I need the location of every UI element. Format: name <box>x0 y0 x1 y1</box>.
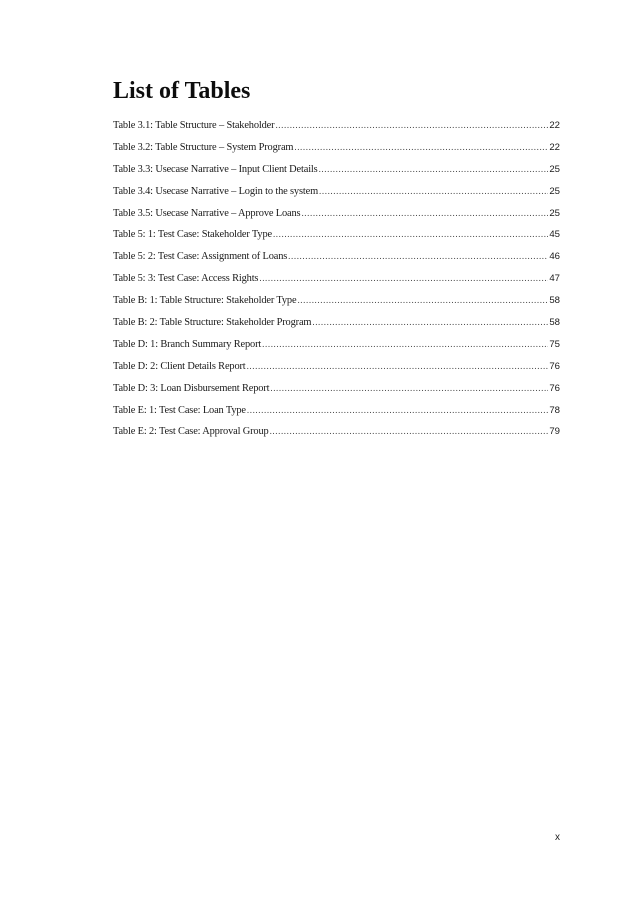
toc-entry[interactable] <box>113 337 560 359</box>
dot-leader <box>319 162 549 176</box>
toc-entry-title: Table 5: 3: Test Case: Access Rights <box>113 273 259 285</box>
dot-leader <box>297 293 548 307</box>
dot-leader <box>247 359 549 373</box>
toc-entry-page: 76 <box>549 360 560 372</box>
toc-entry-title: Table 3.2: Table Structure – System Program <box>113 141 294 153</box>
dot-leader <box>288 249 548 263</box>
toc-entry-page: 58 <box>549 295 560 307</box>
toc-entry-title: Table B: 1: Table Structure: Stakeholder Type <box>113 295 297 307</box>
toc-entry-title: Table D: 2: Client Details Report <box>113 360 246 372</box>
toc-entry[interactable] <box>113 118 560 140</box>
dot-leader <box>259 271 548 285</box>
dot-leader <box>275 118 548 132</box>
toc-entry[interactable] <box>113 162 560 184</box>
toc-entry[interactable] <box>113 249 560 271</box>
toc-entry-page: 76 <box>549 382 560 394</box>
toc-entry[interactable] <box>113 140 560 162</box>
toc-entry-page: 25 <box>549 163 560 175</box>
toc-entry-page: 22 <box>549 141 560 153</box>
dot-leader <box>270 424 549 438</box>
toc-entry-page: 75 <box>549 338 560 350</box>
page-title: List of Tables <box>113 78 251 104</box>
dot-leader <box>294 140 548 154</box>
toc-entry-title: Table 3.4: Usecase Narrative – Login to the system <box>113 185 319 197</box>
toc-entry-title: Table B: 2: Table Structure: Stakeholder Program <box>113 317 312 329</box>
toc-entry[interactable] <box>113 293 560 315</box>
toc-entry[interactable] <box>113 206 560 228</box>
toc-entry-title: Table D: 3: Loan Disbursement Report <box>113 382 270 394</box>
dot-leader <box>273 227 548 241</box>
toc-entry[interactable] <box>113 403 560 425</box>
toc-entry-title: Table E: 1: Test Case: Loan Type <box>113 404 246 416</box>
toc-entry-page: 46 <box>549 251 560 263</box>
toc-entry-page: 45 <box>549 229 560 241</box>
dot-leader <box>262 337 548 351</box>
dot-leader <box>247 403 548 417</box>
toc-entry-page: 79 <box>549 426 560 438</box>
toc-entry[interactable] <box>113 424 560 446</box>
toc-entry[interactable] <box>113 381 560 403</box>
toc-entry-title: Table E: 2: Test Case: Approval Group <box>113 426 269 438</box>
toc-entry-title: Table 5: 1: Test Case: Stakeholder Type <box>113 229 272 241</box>
toc-entry-page: 25 <box>549 207 560 219</box>
list-of-tables <box>113 118 560 446</box>
page-number: x <box>555 832 560 843</box>
toc-entry-page: 47 <box>549 273 560 285</box>
toc-entry-page: 78 <box>549 404 560 416</box>
toc-entry-page: 58 <box>549 317 560 329</box>
dot-leader <box>312 315 548 329</box>
toc-entry-title: Table D: 1: Branch Summary Report <box>113 338 262 350</box>
toc-entry-title: Table 3.1: Table Structure – Stakeholder <box>113 120 275 131</box>
toc-entry-page: 25 <box>549 185 560 197</box>
toc-entry[interactable] <box>113 184 560 206</box>
toc-entry[interactable] <box>113 271 560 293</box>
toc-entry-page: 22 <box>549 120 560 131</box>
toc-entry[interactable] <box>113 315 560 337</box>
toc-entry-title: Table 3.3: Usecase Narrative – Input Client Details <box>113 163 318 175</box>
dot-leader <box>270 381 548 395</box>
toc-entry-title: Table 3.5: Usecase Narrative – Approve Loans <box>113 207 301 219</box>
dot-leader <box>301 206 548 220</box>
toc-entry-title: Table 5: 2: Test Case: Assignment of Loans <box>113 251 288 263</box>
dot-leader <box>319 184 548 198</box>
toc-entry[interactable] <box>113 359 560 381</box>
toc-entry[interactable] <box>113 227 560 249</box>
